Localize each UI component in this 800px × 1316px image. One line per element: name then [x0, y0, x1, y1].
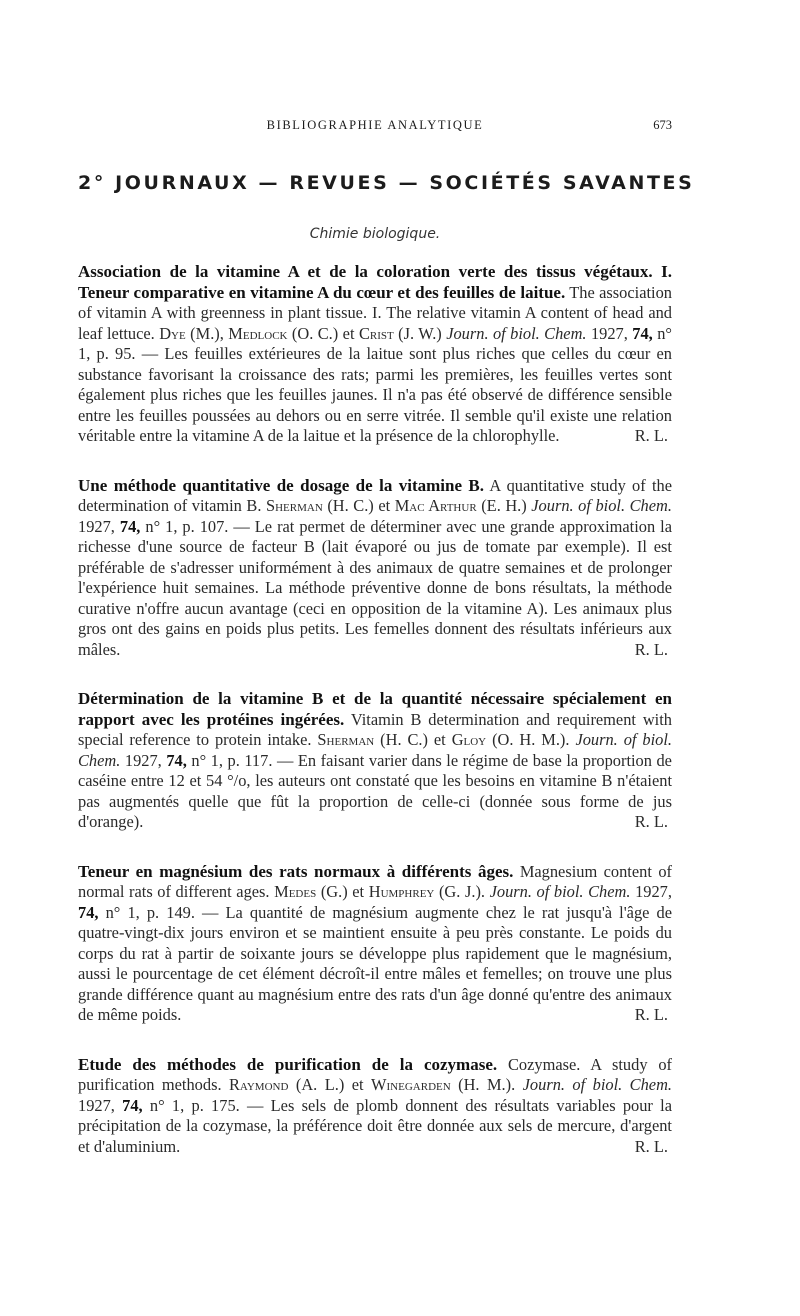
entry-abstract: — Le rat permet de déterminer avec une grande approximation la richesse d'une source de facteur B (lait évaporé ou jus de tomate par exemple). Il est préférable de s'adresser uniformément à des animaux de quatre semaines et de prolonger l'expérience huit semaines. La méthode préventive donne de bons résultats, la méthode curative n'offre aucun avantage (ceci en opposition de la vitamine A). Les animaux plus gros ont des gains en poids plus petits. Les femelles donnent des résultats inférieurs aux mâles. — [78, 516, 672, 659]
entry-volume: 74, — [632, 323, 653, 343]
entry-author-initials: (J. W.) — [398, 323, 442, 343]
entry-issue-page: n° 1, p. 149. — [105, 902, 195, 922]
entry-english-title: Vitamin B determination and requirement with special reference to protein intake. — [78, 709, 672, 749]
entry-author-initials: (O. H. M.). — [492, 730, 570, 749]
running-title: BIBLIOGRAPHIE ANALYTIQUE — [266, 118, 484, 132]
entry-journal: Journ. of biol. Chem. — [522, 1075, 672, 1094]
running-header — [78, 118, 672, 138]
entry-abstract: — En faisant varier dans le régime de base la proportion de caséine entre 12 et 54 °/o, les auteurs ont constaté que les besoins en vitamine B n'étaient pas augmentés quelle que fût la proportion de celle-ci (donnée sous forme de jus d'orange). — [78, 750, 672, 831]
entry-author-initials: (H. M.). — [458, 1075, 516, 1094]
entry-english-title: The association of vitamin A with greenness in plant tissue. I. The relative vitamin A content of head and leaf lettuce. — [78, 282, 672, 343]
entry-author-initials: (A. L.) — [295, 1075, 345, 1094]
entry-english-title: A quantitative study of the determination of vitamin B. — [78, 475, 672, 515]
entry-journal: Journ. of biol. Chem. — [446, 323, 587, 343]
entries-list — [78, 262, 672, 1186]
entry-author: Sherman — [265, 496, 323, 515]
entry-separator: et — [378, 496, 391, 515]
entry-separator: et — [352, 882, 365, 901]
entry-title: Etude des méthodes de purification de la cozymase. — [78, 1054, 498, 1074]
entry-author: Sherman — [317, 730, 375, 749]
entry-issue-page: n° 1, p. 95. — [78, 323, 672, 363]
entry-separator: , — [219, 323, 224, 343]
section-title: 2° JOURNAUX — REVUES — SOCIÉTÉS SAVANTES — [78, 172, 695, 194]
entry-english-title: Magnesium content of normal rats of different ages. — [78, 861, 672, 901]
entry-separator: et — [342, 323, 355, 343]
entry-abstract: — La quantité de magnésium augmente chez le rat jusqu'à l'âge de quatre-vingt-dix jours environ et se maintient ensuite à peu près constante. Le poids du corps du rat à partir de soixante jours se développe plus rapidement que le magnésium, aussi le pourcentage de cet élément décroît-il entre mâles et femelles; on trouve une plus grande différence quant au magnésium entre des rats d'un âge donné qu'entre des animaux de même poids. — [78, 902, 672, 1024]
entry-issue-page: n° 1, p. 175. — [149, 1095, 240, 1115]
bibliography-entry — [78, 262, 672, 447]
bibliography-entry — [78, 1055, 672, 1158]
entry-journal: Journ. of biol. Chem. — [489, 882, 631, 901]
entry-author: Mac Arthur — [394, 496, 477, 515]
entry-journal: Journ. of biol. Chem. — [78, 730, 672, 770]
entry-author-initials: (G.) — [320, 882, 348, 901]
entry-signature: R. L. — [634, 1005, 668, 1024]
entry-author: Gloy — [451, 730, 487, 749]
entry-author-initials: (E. H.) — [481, 496, 527, 515]
entry-volume: 74, — [166, 750, 187, 770]
entry-signature: R. L. — [634, 1136, 668, 1156]
bibliography-entry — [78, 476, 672, 661]
bibliography-entry — [78, 689, 672, 833]
entry-author: Crist — [358, 323, 394, 343]
entry-abstract: — Les feuilles extérieures de la laitue sont plus riches que celles du cœur en substance favorisant la croissance des rats; parmi les premières, les feuilles vertes sont également plus riches que les feuilles jaunes. Il n'a pas été observé de différence sensible entre les feuilles poussées au dehors ou en serre vitrée. Il semble qu'il existe une relation véritable entre la vitamine A de la laitue et la présence de la chlorophylle. — [78, 344, 672, 445]
entry-author-initials: (H. C.) — [380, 730, 428, 749]
bibliography-entry — [78, 862, 672, 1026]
entry-author: Raymond — [229, 1075, 289, 1094]
entry-author: Medes — [274, 882, 317, 901]
entry-title: Détermination de la vitamine B et de la quantité nécessaire spécialement en rapport avec les protéines ingérées. — [78, 689, 672, 729]
page-number: 673 — [653, 118, 672, 132]
entry-author-initials: (M.) — [190, 323, 220, 343]
entry-title: Teneur en magnésium des rats normaux à différents âges. — [78, 861, 514, 881]
entry-author: Dye — [159, 323, 186, 343]
entry-year: 1927, — [635, 882, 672, 901]
entry-issue-page: n° 1, p. 117. — [191, 750, 273, 770]
entry-abstract: — Les sels de plomb donnent des résultats variables pour la précipitation de la cozymase, la préférence doit être donnée aux sels de mercure, d'argent et d'aluminium. — [78, 1095, 672, 1156]
entry-author-initials: (H. C.) — [327, 496, 374, 515]
entry-year: 1927, — [78, 516, 115, 536]
entry-title: Une méthode quantitative de dosage de la vitamine B. — [78, 475, 485, 495]
entry-signature: R. L. — [634, 812, 668, 831]
entry-signature: R. L. — [634, 426, 668, 445]
entry-separator: et — [433, 730, 446, 749]
entry-author: Winegarden — [371, 1075, 451, 1094]
entry-year: 1927, — [590, 323, 628, 343]
entry-author-initials: (O. C.) — [291, 323, 339, 343]
entry-volume: 74, — [119, 516, 141, 536]
entry-volume: 74, — [78, 902, 99, 922]
entry-author-initials: (G. J.). — [438, 882, 485, 901]
entry-signature: R. L. — [634, 639, 668, 659]
entry-year: 1927, — [78, 1095, 115, 1115]
entry-volume: 74, — [122, 1095, 143, 1115]
entry-year: 1927, — [124, 750, 162, 770]
entry-author: Medlock — [228, 323, 288, 343]
entry-title: Association de la vitamine A et de la coloration verte des tissus végétaux. I. Teneur comparative en vitamine A du cœur et des feuilles de laitue. — [78, 262, 672, 302]
entry-separator: et — [351, 1075, 364, 1094]
entry-author: Humphrey — [368, 882, 435, 901]
subsection-title: Chimie biologique. — [309, 226, 441, 242]
entry-journal: Journ. of biol. Chem. — [531, 496, 672, 515]
entry-issue-page: n° 1, p. 107. — [145, 516, 229, 536]
entry-english-title: Cozymase. A study of purification methods. — [78, 1054, 672, 1094]
